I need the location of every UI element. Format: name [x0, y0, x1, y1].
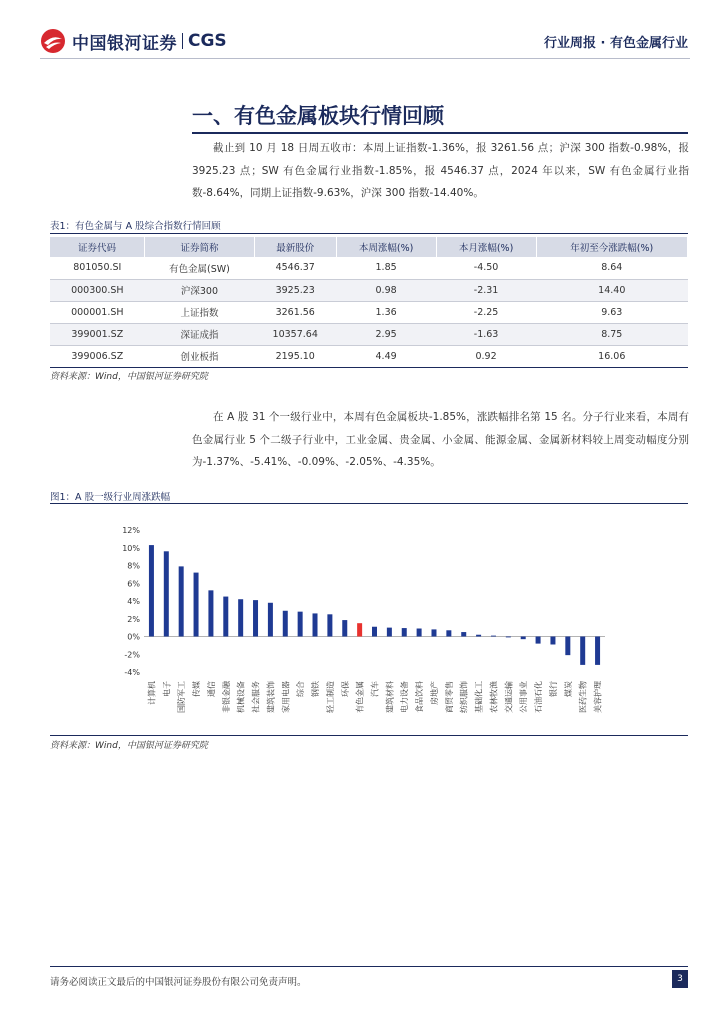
bar — [238, 599, 243, 636]
page-number: 3 — [672, 970, 688, 988]
bar — [521, 637, 526, 640]
x-tick-label: 家用电器 — [281, 681, 291, 713]
table-cell: 上证指数 — [145, 301, 255, 323]
x-tick-label: 电子 — [162, 681, 172, 697]
title-rule — [192, 132, 688, 134]
bar — [372, 627, 377, 637]
table-caption: 表1：有色金属与 A 股综合指数行情回顾 — [50, 221, 221, 232]
table-cell: 10357.64 — [254, 323, 336, 345]
bar — [506, 637, 511, 638]
y-tick-label: 10% — [122, 543, 140, 553]
table-cell: -2.31 — [436, 279, 536, 301]
table-cell: 8.75 — [536, 323, 687, 345]
y-tick-label: 4% — [127, 597, 140, 606]
y-tick-label: 2% — [127, 614, 140, 624]
x-tick-label: 商贸零售 — [444, 681, 454, 713]
x-tick-label: 医药生物 — [578, 681, 588, 713]
table-cell: 0.98 — [336, 279, 436, 301]
bar — [431, 629, 436, 636]
brand-name-en: CGS — [188, 31, 227, 51]
page-header — [0, 0, 724, 64]
column-header: 本周涨幅(%) — [336, 237, 436, 257]
table-cell: 14.40 — [536, 279, 687, 301]
table-caption-rule — [50, 233, 688, 234]
industry-paragraph: 在 A 股 31 个一级行业中，本周有色金属板块-1.85%，涨跌幅排名第 15 名。分子行业来看，本周有色金属行业 5 个二级子行业中，工业金属、贵金属、小金属、能源金属、金属新材料较上周变动幅度分别为-1.37%、-5.41%、-0.09%、-2.05%、-4.35%。 — [192, 411, 689, 468]
figure-caption: 图1：A 股一级行业周涨跌幅 — [50, 492, 171, 503]
table-cell: 4546.37 — [254, 257, 336, 279]
x-tick-label: 煤炭 — [563, 681, 573, 697]
brand-logo — [40, 28, 227, 54]
table-cell: 0.92 — [436, 345, 536, 367]
table-source: 资料来源：Wind，中国银河证券研究院 — [50, 372, 208, 382]
x-tick-label: 钢铁 — [311, 681, 321, 697]
market-summary-paragraph: 截止到 10 月 18 日周五收市：本周上证指数-1.36%，报 3261.56 点；沪深 300 指数-0.98%，报 3925.23 点；SW 有色金属行业指数-1.85%，报 4546.37 点，2024 年以来，SW 有色金属行业指数-8.64%，同期上证指数-9.63%，沪深 300 指数-14.40%。 — [192, 142, 689, 199]
x-tick-label: 机械设备 — [236, 681, 246, 713]
x-tick-label: 电力设备 — [400, 681, 410, 713]
section-title: 一、有色金属板块行情回顾 — [192, 104, 444, 128]
y-tick-label: -4% — [124, 668, 140, 677]
table-cell: 399001.SZ — [50, 323, 145, 345]
table-cell: 有色金属(SW) — [145, 257, 255, 279]
bar — [253, 600, 258, 636]
column-header: 证券简称 — [145, 237, 255, 257]
y-tick-label: 6% — [127, 579, 140, 589]
column-header: 年初至今涨跌幅(%) — [536, 237, 687, 257]
brand-name-cn: 中国银河证券 — [72, 33, 177, 54]
table-cell: 801050.SI — [50, 257, 145, 279]
header-divider — [40, 58, 690, 59]
table-cell: 8.64 — [536, 257, 687, 279]
x-tick-label: 综合 — [296, 681, 306, 697]
table-cell: 沪深300 — [145, 279, 255, 301]
x-tick-label: 汽车 — [370, 681, 380, 697]
report-type: 行业周报 · 有色金属行业 — [544, 36, 688, 51]
x-tick-label: 基础化工 — [474, 681, 484, 713]
x-tick-label: 非银金融 — [221, 681, 231, 713]
table-cell: 4.49 — [336, 345, 436, 367]
x-tick-label: 房地产 — [429, 681, 439, 705]
bar — [565, 637, 570, 656]
bar — [536, 637, 541, 644]
table-cell: -1.63 — [436, 323, 536, 345]
table-cell: 16.06 — [536, 345, 687, 367]
table-cell: 深证成指 — [145, 323, 255, 345]
bar — [223, 597, 228, 637]
y-tick-label: 8% — [127, 561, 140, 571]
table-row — [50, 345, 688, 367]
x-tick-label: 社会服务 — [251, 681, 261, 713]
table-row — [50, 301, 688, 323]
index-review-table — [50, 237, 688, 368]
bar — [208, 590, 213, 636]
table-cell: 000300.SH — [50, 279, 145, 301]
bar — [446, 630, 451, 636]
table-cell: 1.85 — [336, 257, 436, 279]
bar — [357, 623, 362, 636]
table-cell: 1.36 — [336, 301, 436, 323]
column-header: 证券代码 — [50, 237, 145, 257]
bar — [268, 603, 273, 637]
bar — [476, 635, 481, 637]
x-tick-label: 计算机 — [147, 681, 157, 705]
x-tick-label: 建筑装饰 — [266, 681, 276, 713]
x-tick-label: 公用事业 — [519, 681, 529, 713]
x-tick-label: 国防军工 — [177, 681, 187, 713]
cgs-logo-icon — [40, 28, 66, 54]
figure-source: 资料来源：Wind，中国银河证券研究院 — [50, 741, 208, 751]
brand-separator — [182, 33, 183, 49]
table-cell: 2.95 — [336, 323, 436, 345]
industry-weekly-change-chart — [100, 515, 660, 727]
bar — [550, 637, 555, 645]
footer-disclaimer: 请务必阅读正文最后的中国银河证券股份有限公司免责声明。 — [50, 977, 307, 988]
table-cell: 创业板指 — [145, 345, 255, 367]
bar — [179, 566, 184, 636]
table-cell: -4.50 — [436, 257, 536, 279]
footer-divider — [50, 966, 688, 967]
x-tick-label: 美容护理 — [593, 681, 603, 713]
table-cell: 3925.23 — [254, 279, 336, 301]
x-tick-label: 银行 — [548, 681, 558, 697]
bar — [298, 612, 303, 637]
table-cell: 2195.10 — [254, 345, 336, 367]
table-row — [50, 323, 688, 345]
table-cell: -2.25 — [436, 301, 536, 323]
bar — [283, 611, 288, 637]
x-tick-label: 建筑材料 — [385, 681, 395, 713]
x-tick-label: 传媒 — [192, 681, 202, 697]
bar — [595, 637, 600, 665]
x-tick-label: 通信 — [206, 681, 216, 697]
table-cell: 9.63 — [536, 301, 687, 323]
table-header-row — [50, 237, 688, 257]
table-cell: 3261.56 — [254, 301, 336, 323]
table-cell: 399006.SZ — [50, 345, 145, 367]
table-cell: 000001.SH — [50, 301, 145, 323]
y-tick-label: 0% — [127, 632, 140, 642]
figure-caption-rule — [50, 503, 688, 504]
x-tick-label: 轻工制造 — [325, 681, 335, 713]
x-tick-label: 有色金属 — [355, 681, 365, 713]
table-row — [50, 279, 688, 301]
x-tick-label: 纺织服饰 — [459, 681, 469, 713]
bar — [149, 545, 154, 636]
bar — [387, 628, 392, 637]
bar — [402, 628, 407, 636]
x-tick-label: 农林牧渔 — [489, 681, 499, 713]
x-tick-label: 食品饮料 — [415, 681, 425, 713]
bar — [342, 620, 347, 636]
bar — [327, 614, 332, 636]
column-header: 最新股价 — [254, 237, 336, 257]
bar — [164, 551, 169, 636]
y-tick-label: 12% — [122, 526, 140, 535]
bar — [313, 613, 318, 636]
x-tick-label: 石油石化 — [534, 681, 544, 713]
bar — [580, 637, 585, 665]
bar — [491, 636, 496, 637]
figure-source-rule — [50, 735, 688, 736]
x-tick-label: 环保 — [340, 681, 350, 697]
table-row — [50, 257, 688, 279]
column-header: 本月涨幅(%) — [436, 237, 536, 257]
bar — [417, 629, 422, 637]
y-tick-label: -2% — [124, 650, 140, 660]
bar — [194, 573, 199, 637]
bar — [461, 632, 466, 636]
x-tick-label: 交通运输 — [504, 681, 514, 713]
